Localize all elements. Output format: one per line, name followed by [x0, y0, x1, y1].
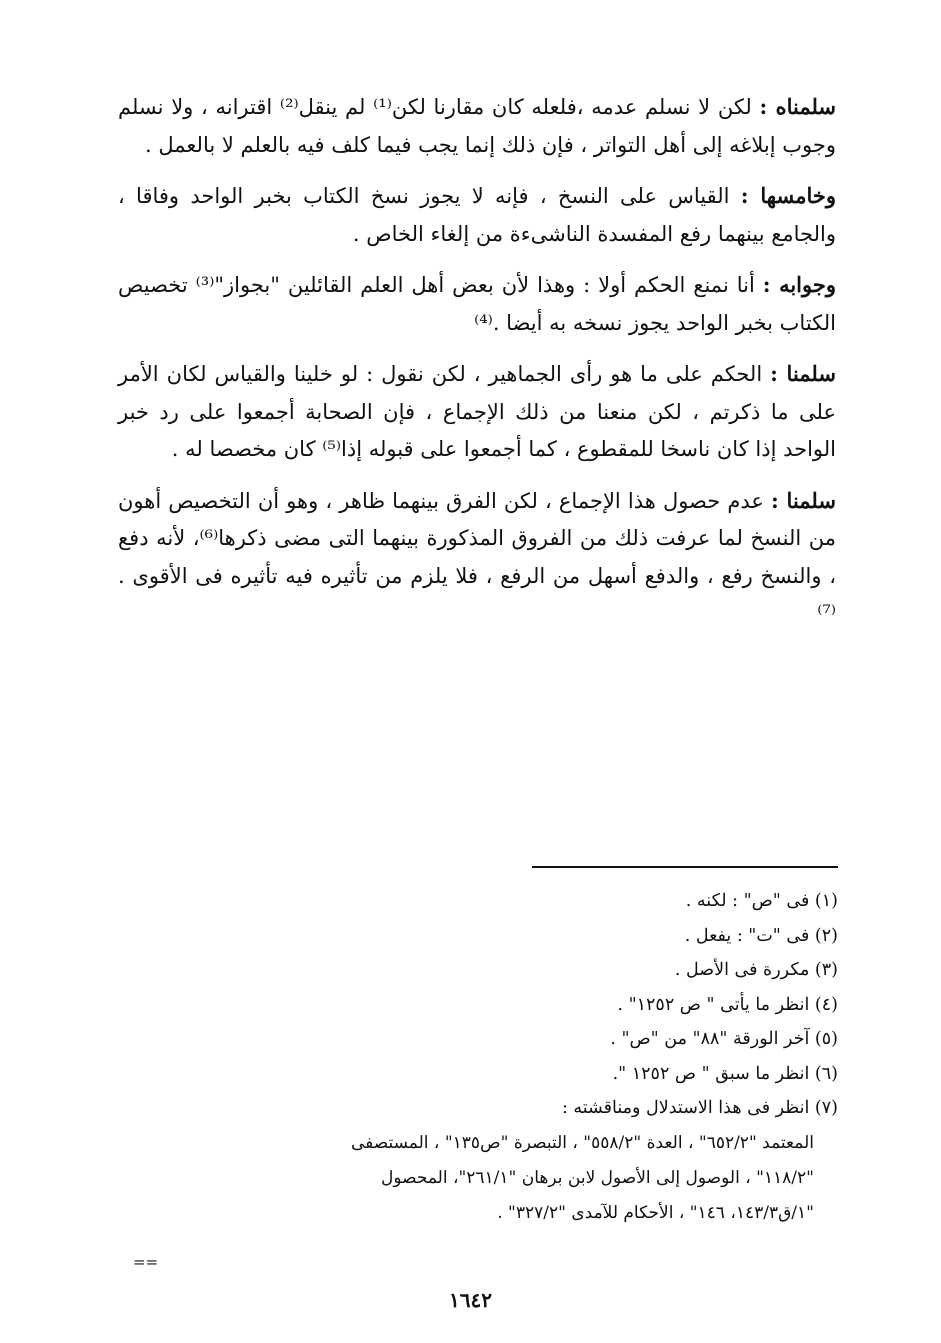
paragraph-text: القياس على النسخ ، فإنه لا يجوز نسخ الكتاب بخبر الواحد وفاقا ، والجامع بينهما رفع المفسدة الناشىءة من إلغاء الخاص . — [118, 184, 836, 246]
reference-line: "١١٨/٢" ، الوصول إلى الأصول لابن برهان "٢٦١/١"، المحصول — [380, 1167, 814, 1188]
reference-line: "١/ق١٤٣/٣، ١٤٦" ، الأحكام للآمدى "٣٢٧/٢" . — [497, 1202, 814, 1223]
paragraph-lead: سلمنا : — [771, 487, 836, 513]
footnote: (٤) انظر ما يأتى " ص ١٢٥٢" . — [617, 994, 838, 1015]
reference-line: المعتمد "٦٥٢/٢" ، العدة "٥٥٨/٢" ، التبصرة "ص١٣٥" ، المستصفى — [350, 1132, 814, 1153]
paragraph-text: أنا نمنع الحكم أولا : وهذا لأن بعض أهل العلم القائلين "بجواز"⁽³⁾ تخصيص الكتاب بخبر الواحد يجوز نسخه به أيضا .⁽⁴⁾ — [118, 273, 836, 335]
footnote: (٣) مكررة فى الأصل . — [674, 960, 838, 980]
page-number: ١٦٤٢ — [449, 1288, 492, 1312]
continuation-mark: == — [133, 1253, 159, 1271]
paragraph — [118, 482, 836, 633]
paragraph-lead: سلمناه : — [759, 94, 837, 119]
footnote-separator — [532, 866, 838, 868]
paragraph-lead: سلمنا : — [770, 361, 836, 386]
paragraph-text: عدم حصول هذا الإجماع ، لكن الفرق بينهما ظاهر ، وهو أن التخصيص أهون من النسخ لما عرفت ذلك من الفروق المذكورة بينهما التى مضى ذكرها⁽⁶⁾، لأنه دفع ، والنسخ رفع ، والدفع أسهل من الرفع ، فلا يلزم من تأثيره فيه تأثيره فى الأقوى .⁽⁷⁾ — [118, 488, 837, 625]
main-text — [118, 88, 836, 646]
footnote: (١) فى "ص" : لكنه . — [685, 891, 838, 911]
paragraph — [118, 177, 836, 253]
footnote: (٧) انظر فى هذا الاستدلال ومناقشته : — [561, 1098, 838, 1118]
paragraph-lead: وجوابه : — [762, 272, 836, 297]
paragraph-text: الحكم على ما هو رأى الجماهير ، لكن نقول : لو خلينا والقياس لكان الأمر على ما ذكرتم ، لكن منعنا من ذلك الإجماع ، فإن الصحابة أجمعوا على رد خبر الواحد إذا كان ناسخا للمقطوع ، كما أجمعوا على قبوله إذا⁽⁵⁾ كان مخصصا له . — [118, 362, 836, 461]
paragraph — [118, 266, 836, 342]
footnote: (٦) انظر ما سبق " ص ١٢٥٢ ". — [612, 1063, 838, 1084]
paragraph-lead: وخامسها : — [740, 183, 836, 208]
reference-list — [118, 1126, 840, 1231]
footnote: (٢) فى "ت" : يفعل . — [684, 925, 838, 946]
paragraph — [118, 88, 836, 164]
footnote: (٥) آخر الورقة "٨٨" من "ص" . — [610, 1029, 838, 1049]
paragraph — [118, 355, 836, 469]
footnotes — [118, 884, 840, 1231]
paragraph-text: لكن لا نسلم عدمه ،فلعله كان مقارنا لكن⁽¹⁾ لم ينقل⁽²⁾ اقترانه ، ولا نسلم وجوب إبلاغه إلى أهل التواتر ، فإن ذلك إنما يجب فيما كلف فيه بالعلم لا بالعمل . — [118, 95, 836, 157]
